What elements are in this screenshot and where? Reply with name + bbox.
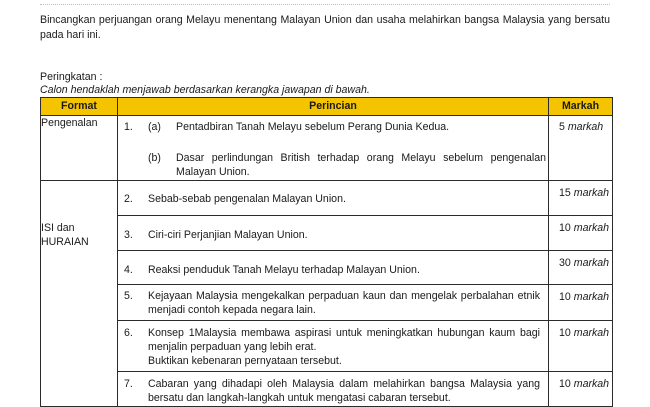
mark-value: 10 markah (559, 378, 610, 390)
mark-value: 15 markah (559, 187, 610, 199)
item-number: 4. (124, 264, 133, 276)
item-number: 3. (124, 229, 133, 241)
header-perincian: Perincian (118, 98, 549, 116)
detail-cell (118, 216, 549, 251)
mark-value: 10 markah (559, 222, 610, 234)
table-header-row (41, 98, 613, 116)
table-row-intro (41, 116, 613, 181)
detail-cell (118, 285, 549, 321)
mark-cell (549, 181, 613, 216)
section-label-line2: HURAIAN (41, 236, 89, 248)
table-row (41, 285, 613, 321)
section-label-line1: ISI dan (41, 222, 75, 234)
item-text: Ciri-ciri Perjanjian Malayan Union. (148, 229, 308, 241)
detail-cell (118, 181, 549, 216)
item-text: Cabaran yang dihadapi oleh Malaysia dalam melahirkan bangsa Malaysia yang bersatu dan langkah-langkah untuk mengatasi cabaran tersebut. (148, 378, 540, 404)
item-text: Konsep 1Malaysia membawa aspirasi untuk meningkatkan hubungan kaum bagi menjalin perpaduan yang lebih erat. (148, 327, 540, 353)
mark-value: 30 markah (559, 257, 610, 269)
item-number: 5. (124, 290, 133, 302)
item-text: Sebab-sebab pengenalan Malayan Union. (148, 193, 346, 205)
mark-value: 10 markah (559, 327, 610, 339)
item-sub-label: (b) (148, 152, 161, 164)
table-row (41, 216, 613, 251)
section-isi-huraian (41, 181, 118, 407)
table-row (41, 321, 613, 372)
item-sub-label: (a) (148, 121, 161, 133)
mark-cell (549, 321, 613, 372)
item-number: 6. (124, 327, 133, 339)
intro-mark-cell (549, 116, 613, 181)
header-markah: Markah (549, 98, 613, 116)
warning-title: Peringkatan : (40, 71, 103, 83)
section-pengenalan: Pengenalan (41, 116, 118, 181)
warning-note: Calon hendaklah menjawab berdasarkan kerangka jawapan di bawah. (40, 84, 370, 96)
table-row (41, 372, 613, 407)
item-text: Pentadbiran Tanah Melayu sebelum Perang Dunia Kedua. (176, 121, 450, 133)
mark-value: 5 markah (559, 121, 604, 133)
mark-value: 10 markah (559, 291, 610, 303)
item-number: 2. (124, 193, 133, 205)
intro-details-cell (118, 116, 549, 181)
question-text: Bincangkan perjuangan orang Melayu menentang Malayan Union dan usaha melahirkan bangsa Malaysia yang bersatu pada hari ini. (40, 14, 610, 41)
mark-cell (549, 216, 613, 251)
item-text: Dasar perlindungan British terhadap orang Melayu sebelum pengenalan Malayan Union. (176, 152, 546, 178)
mark-cell (549, 285, 613, 321)
header-format: Format (41, 98, 118, 116)
item-number: 1. (124, 121, 133, 133)
detail-cell (118, 372, 549, 407)
top-rule (40, 4, 610, 5)
item-text: Kejayaan Malaysia mengekalkan perpaduan kaun dan mengelak perbalahan etnik menjadi contoh kepada negara lain. (148, 290, 540, 316)
table-row (41, 181, 613, 216)
item-number: 7. (124, 378, 133, 390)
mark-cell (549, 251, 613, 285)
detail-cell (118, 321, 549, 372)
item-text: Reaksi penduduk Tanah Melayu terhadap Malayan Union. (148, 264, 420, 276)
table-row (41, 251, 613, 285)
detail-cell (118, 251, 549, 285)
mark-cell (549, 372, 613, 407)
answer-framework-table (40, 97, 613, 407)
item-text-line2: Buktikan kebenaran pernyataan tersebut. (148, 355, 342, 367)
